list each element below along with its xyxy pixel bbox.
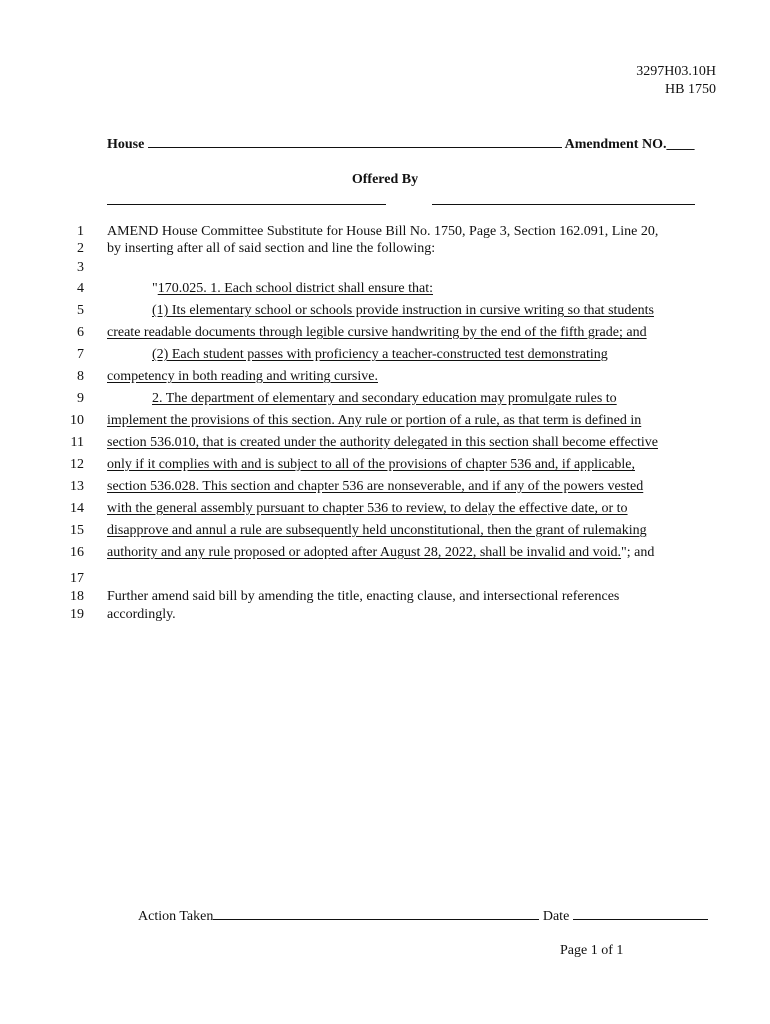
line-number: 9	[77, 391, 84, 406]
line-number: 11	[70, 435, 84, 450]
document-line	[0, 260, 770, 282]
line-text	[152, 347, 608, 363]
closing-text: "; and	[621, 545, 655, 560]
line-text: Further amend said bill by amending the title, enacting clause, and intersectional references	[107, 589, 620, 604]
offered-by-label: Offered By	[351, 172, 419, 187]
line-number: 18	[70, 589, 84, 604]
document-line	[0, 457, 770, 479]
line-number: 15	[70, 523, 84, 538]
line-number: 12	[70, 457, 84, 472]
page-number: Page 1 of 1	[560, 943, 624, 958]
line-number: 19	[70, 607, 84, 622]
house-blank-line	[148, 135, 562, 148]
line-number: 14	[70, 501, 84, 516]
underlined-new-text: create readable documents through legible cursive handwriting by the end of the fifth grade; and	[107, 325, 647, 340]
line-text	[107, 325, 647, 341]
underlined-new-text: disapprove and annul a rule are subsequently held unconstitutional, then the grant of rulemaking	[107, 523, 647, 538]
document-line	[0, 435, 770, 457]
underlined-new-text: section 536.028. This section and chapter 536 are nonseverable, and if any of the powers vested	[107, 479, 644, 494]
offered-by-signature-line-right	[432, 204, 695, 205]
line-text: AMEND House Committee Substitute for House Bill No. 1750, Page 3, Section 162.091, Line 20,	[107, 224, 659, 239]
line-number: 1	[77, 224, 84, 239]
open-quote: "	[152, 281, 158, 296]
line-text: by inserting after all of said section and line the following:	[107, 241, 436, 256]
underlined-new-text: authority and any rule proposed or adopted after August 28, 2022, shall be invalid and void.	[107, 545, 622, 560]
line-number: 16	[70, 545, 84, 560]
amendment-label: Amendment NO.	[564, 137, 667, 152]
line-number: 7	[77, 347, 84, 362]
document-id-block	[636, 63, 716, 99]
action-taken-label: Action Taken	[138, 909, 214, 924]
line-number: 8	[77, 369, 84, 384]
house-amendment-line	[107, 135, 694, 153]
line-text	[107, 523, 647, 539]
line-text: accordingly.	[107, 607, 176, 622]
line-number: 5	[77, 303, 84, 318]
amendment-number-blank: ____	[666, 137, 695, 152]
document-line	[0, 281, 770, 303]
action-taken-line	[138, 907, 708, 925]
action-taken-blank	[213, 907, 539, 920]
document-line	[0, 303, 770, 325]
line-number: 2	[77, 241, 84, 256]
document-line	[0, 501, 770, 523]
document-line	[0, 479, 770, 501]
line-number: 4	[77, 281, 84, 296]
document-line	[0, 545, 770, 567]
underlined-new-text: section 536.010, that is created under the authority delegated in this section shall become effective	[107, 435, 659, 450]
document-line	[0, 607, 770, 629]
document-line	[0, 347, 770, 369]
line-number: 13	[70, 479, 84, 494]
line-text	[107, 545, 654, 561]
document-line	[0, 325, 770, 347]
house-label: House	[107, 137, 145, 152]
offered-by-signature-line-left	[107, 204, 386, 205]
line-number: 6	[77, 325, 84, 340]
bill-number: HB 1750	[665, 82, 716, 97]
underlined-new-text: with the general assembly pursuant to chapter 536 to review, to delay the effective date, or to	[107, 501, 628, 516]
document-line	[0, 413, 770, 435]
document-line	[0, 369, 770, 391]
line-text	[107, 369, 378, 385]
underlined-new-text: (2) Each student passes with proficiency a teacher-constructed test demonstrating	[152, 347, 608, 362]
line-text	[107, 435, 658, 451]
line-number: 17	[70, 571, 84, 586]
underlined-new-text: only if it complies with and is subject to all of the provisions of chapter 536 and, if applicable,	[107, 457, 635, 472]
line-text	[107, 413, 641, 429]
line-text	[107, 501, 628, 517]
date-label: Date	[542, 909, 570, 924]
line-number: 10	[70, 413, 84, 428]
underlined-new-text: (1) Its elementary school or schools provide instruction in cursive writing so that students	[152, 303, 654, 318]
underlined-new-text: competency in both reading and writing cursive.	[107, 369, 378, 384]
line-text	[152, 281, 433, 297]
line-text	[107, 457, 635, 473]
date-blank	[573, 907, 708, 920]
document-line	[0, 523, 770, 545]
document-line	[0, 391, 770, 413]
underlined-new-text: 170.025. 1. Each school district shall ensure that:	[157, 281, 433, 296]
line-number: 3	[77, 260, 84, 275]
line-text	[107, 479, 643, 495]
document-code: 3297H03.10H	[636, 64, 716, 79]
line-text	[152, 391, 617, 407]
line-text	[152, 303, 654, 319]
underlined-new-text: implement the provisions of this section. Any rule or portion of a rule, as that term is defined in	[107, 413, 642, 428]
underlined-new-text: 2. The department of elementary and secondary education may promulgate rules to	[152, 391, 617, 406]
